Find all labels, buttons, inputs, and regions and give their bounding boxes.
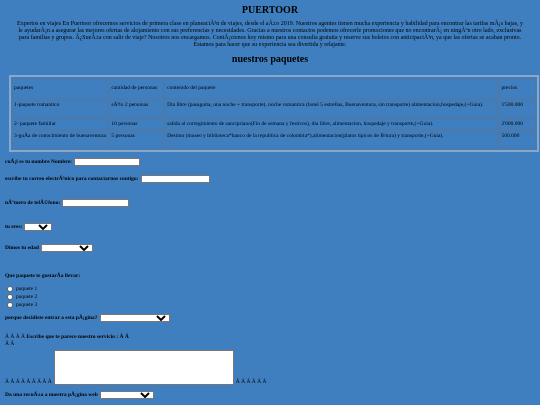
email-label: escribe tu correo electrÃ³nico para contactarnos contigo: [5, 176, 139, 182]
age-select[interactable] [41, 244, 93, 252]
package-label: Que paquete te gustarÃa llevar: [5, 273, 81, 279]
table-cell: Destino (museo y biblioteca*banco de la republica de colombia*),alimentacion(platos tipicos de B/tura) y transporte,(+Guia). [165, 131, 498, 149]
table-cell: 1'500.000 [499, 100, 536, 118]
table-cell: 2'000.000 [499, 119, 536, 130]
package-question-row [5, 273, 535, 279]
why-select[interactable] [100, 314, 170, 322]
table-row [12, 131, 536, 149]
comment-line2: Â Â [5, 341, 15, 347]
comment-left-pad: Â Â Â Â Â Â Â Â Â [5, 379, 52, 385]
comment-right-pad: Â Â Â Â Â Â [235, 379, 267, 385]
rating-row [5, 391, 535, 399]
table-cell: 10 personas [109, 119, 164, 130]
package-radio-1[interactable] [7, 285, 535, 293]
why-row [5, 314, 535, 322]
packages-heading: nuestros paquetes [231, 54, 309, 65]
name-label: cuÃ¡l es tu nombre Nombre: [5, 159, 73, 165]
why-label: porque decidiste entrar a esta pÃ¡gina? [5, 315, 98, 321]
package-radio-group [5, 285, 535, 309]
table-header-cell: contenido del paquete [165, 78, 498, 99]
table-header-cell: precios [499, 78, 536, 99]
table-header-cell: cantidad de personas [109, 78, 164, 99]
radio-circle-icon[interactable] [7, 286, 13, 292]
email-input[interactable] [141, 175, 210, 183]
table-cell: 5 personas [109, 131, 164, 149]
comment-textarea[interactable] [54, 350, 234, 385]
table-row [12, 100, 536, 118]
age-label: Dimos tu edad [5, 245, 39, 251]
radio-label: paquete 2 [16, 294, 38, 300]
table-cell: 1-paquete romantico [12, 100, 108, 118]
page-title: PUERTOOR [241, 5, 299, 16]
table-header-cell: paquetes [12, 78, 108, 99]
gender-label: tu eres: [5, 224, 23, 230]
table-cell: Dia libre (pasaguita, una noche + transporte), noche romantica (hotel 5 estrellas, Buenaventura, sin transporte) alimentacion,hospedaje,(+Guia). [165, 100, 498, 118]
phone-label: nÃºmero de telÃ©fono: [5, 200, 61, 206]
gender-select[interactable] [24, 223, 52, 231]
age-row [5, 244, 535, 252]
package-radio-3[interactable] [7, 301, 535, 309]
table-cell: 500.000 [499, 131, 536, 149]
email-row [5, 175, 535, 183]
radio-circle-icon[interactable] [7, 294, 13, 300]
table-cell: 2- paquete familiar [12, 119, 108, 130]
gender-row [5, 223, 535, 231]
packages-table [9, 75, 539, 152]
phone-input[interactable] [62, 199, 129, 207]
table-cell: salida al corregimiento de sancipriano(Fin de semana y festivos), dia libre, alimentacion, hospedaje y transporte,(+Guia). [165, 119, 498, 130]
name-row [5, 158, 535, 166]
radio-label: paquete 3 [16, 302, 38, 308]
name-input[interactable] [74, 158, 140, 166]
table-row [12, 119, 536, 130]
table-cell: 3-guÃa de conocimiento de buenaventura [12, 131, 108, 149]
radio-label: paquete 1 [16, 286, 38, 292]
phone-row [5, 199, 535, 207]
comment-label: Escribe que te parece nuestro servicio : Â Â [26, 334, 129, 340]
package-radio-2[interactable] [7, 293, 535, 301]
rating-select[interactable] [100, 391, 154, 399]
radio-circle-icon[interactable] [7, 302, 13, 308]
comment-label-block [5, 334, 535, 348]
table-cell: sÃ³lo 2 personas [109, 100, 164, 118]
intro-paragraph: Expertos en viajes En Puertoor ofrecemos servicios de primera clase en planeaciÃ³n de viajes, desde el aÃ±o 2019. Nuestros agentes tienen mucha experiencia y habilidad para encontrar las tarifas mÃ¡s bajas, y le ayudarÃ¡n a asegurar las mejores ofertas de alojamiento con sus preferencias y necesidades. Gracias a nuestros contactos podemos ofrecerle promociones que no encontrarÃ¡ en ningÃºn otro lado, exclusivas para familias y grupos. Â¿SueÃ±a con salir de viaje? Nosotros nos encargamos. ContÃ¡ctenos hoy mismo para una consulta gratuita y reserve sus boletos con anticipaciÃ³n, ya que las ofertas se acaban pronto. Estamos para hacer que su experiencia sea divertida y relajante. [17, 21, 523, 48]
comment-prefix: Â Â Â Â [5, 334, 27, 340]
table-header-row [12, 78, 536, 99]
comment-row [5, 350, 535, 385]
contact-form [5, 158, 535, 399]
rating-label: Da una recuÃ±a a nuestra pÃ¡gina web [5, 392, 98, 398]
